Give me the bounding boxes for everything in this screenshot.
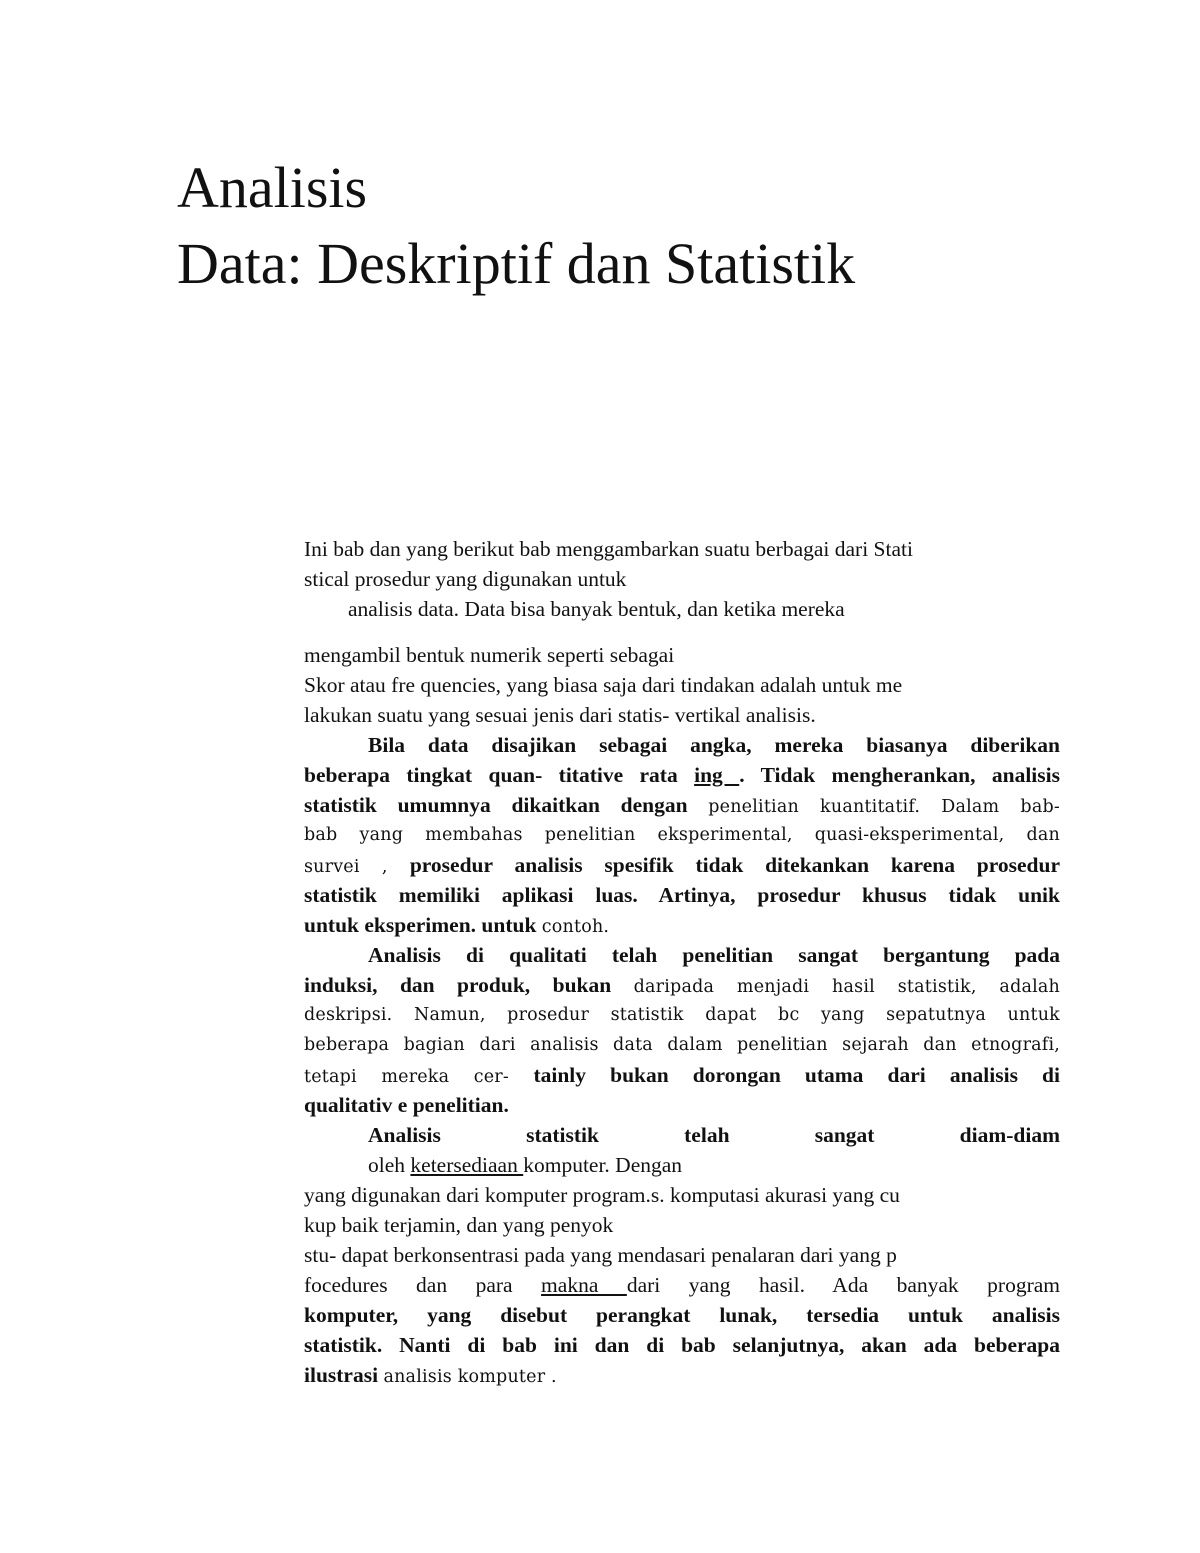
text-line: Bila data disajikan sebagai angka, mereka biasanya diberikan xyxy=(368,733,1060,757)
light-text-run: survei , xyxy=(304,857,410,877)
text-line: analisis data. Data bisa banyak bentuk, dan ketika mereka xyxy=(348,597,845,621)
text-line: mengambil bentuk numerik seperti sebagai xyxy=(304,643,675,667)
paragraph-4 xyxy=(304,1120,1060,1390)
light-text-run: penelitian kuantitatif. Dalam bab- xyxy=(708,797,1060,817)
text-line xyxy=(304,1360,1060,1390)
text-run: induksi, dan produk, bukan xyxy=(304,973,634,997)
light-text-run: tetapi mereka cer- xyxy=(304,1067,534,1087)
text-line: bab yang membahas penelitian eksperimental, quasi-eksperimental, dan xyxy=(304,825,1060,845)
text-line: Analisis di qualitati telah penelitian sangat bergantung pada xyxy=(368,943,1060,967)
text-line xyxy=(304,910,1060,940)
text-run: dari yang hasil. Ada banyak program xyxy=(626,1273,1060,1297)
text-line: deskripsi. Namun, prosedur statistik dapat bc yang sepatutnya untuk xyxy=(304,1005,1060,1025)
underlined-text: ketersediaan xyxy=(410,1153,524,1177)
text-line xyxy=(304,1150,1060,1180)
title-line-2: Data: Deskriptif dan Statistik xyxy=(177,231,856,296)
text-run: statistik umumnya dikaitkan dengan xyxy=(304,793,709,817)
page-title xyxy=(177,150,855,302)
text-line: statistik memiliki aplikasi luas. Artinya, prosedur khusus tidak unik xyxy=(304,883,1060,907)
text-run: beberapa tingkat quan- titative rata xyxy=(304,763,695,787)
text-line: Analisis statistik telah sangat diam-diam xyxy=(368,1123,1060,1147)
light-text-run: contoh. xyxy=(541,917,610,937)
paragraph-1 xyxy=(304,534,1060,730)
text-run: focedures dan para xyxy=(304,1273,542,1297)
text-run: untuk eksperimen. untuk xyxy=(304,913,542,937)
text-line xyxy=(304,1270,1060,1300)
text-line: komputer, yang disebut perangkat lunak, tersedia untuk analisis xyxy=(304,1303,1060,1327)
text-line: qualitativ e penelitian. xyxy=(304,1093,509,1117)
title-line-1: Analisis xyxy=(177,155,368,220)
underlined-text: ing xyxy=(694,763,740,787)
light-text-run: daripada menjadi hasil statistik, adalah xyxy=(633,977,1060,997)
text-line: statistik. Nanti di bab ini dan di bab selanjutnya, akan ada beberapa xyxy=(304,1333,1060,1357)
underlined-text: makna xyxy=(541,1273,627,1297)
text-run: komputer. Dengan xyxy=(523,1153,683,1177)
text-line: kup baik terjamin, dan yang penyok xyxy=(304,1213,614,1237)
text-run: prosedur analisis spesifik tidak ditekankan karena prosedur xyxy=(409,853,1060,877)
text-line xyxy=(304,970,1060,1000)
text-line: lakukan suatu yang sesuai jenis dari statis- vertikal analisis. xyxy=(304,703,816,727)
text-line: Ini bab dan yang berikut bab menggambarkan suatu berbagai dari Stati xyxy=(304,537,913,561)
text-line xyxy=(304,850,1060,880)
text-line: Skor atau fre quencies, yang biasa saja dari tindakan adalah untuk me xyxy=(304,673,903,697)
text-line xyxy=(304,1060,1060,1090)
text-run: oleh xyxy=(368,1153,411,1177)
text-line: stical prosedur yang digunakan untuk xyxy=(304,567,627,591)
document-body xyxy=(304,534,1060,1390)
text-run: tainly bukan dorongan utama dari analisis di xyxy=(533,1063,1060,1087)
text-line: stu- dapat berkonsentrasi pada yang mendasari penalaran dari yang p xyxy=(304,1243,897,1267)
paragraph-2 xyxy=(304,730,1060,940)
text-line xyxy=(304,760,1060,790)
text-line: yang digunakan dari komputer program.s. komputasi akurasi yang cu xyxy=(304,1183,900,1207)
paragraph-3 xyxy=(304,940,1060,1120)
text-run: ilustrasi xyxy=(304,1363,384,1387)
light-text-run: analisis komputer . xyxy=(383,1367,557,1387)
text-run: . Tidak mengherankan, analisis xyxy=(739,763,1060,787)
text-line: beberapa bagian dari analisis data dalam penelitian sejarah dan etnografi, xyxy=(304,1035,1060,1055)
text-line xyxy=(304,790,1060,820)
